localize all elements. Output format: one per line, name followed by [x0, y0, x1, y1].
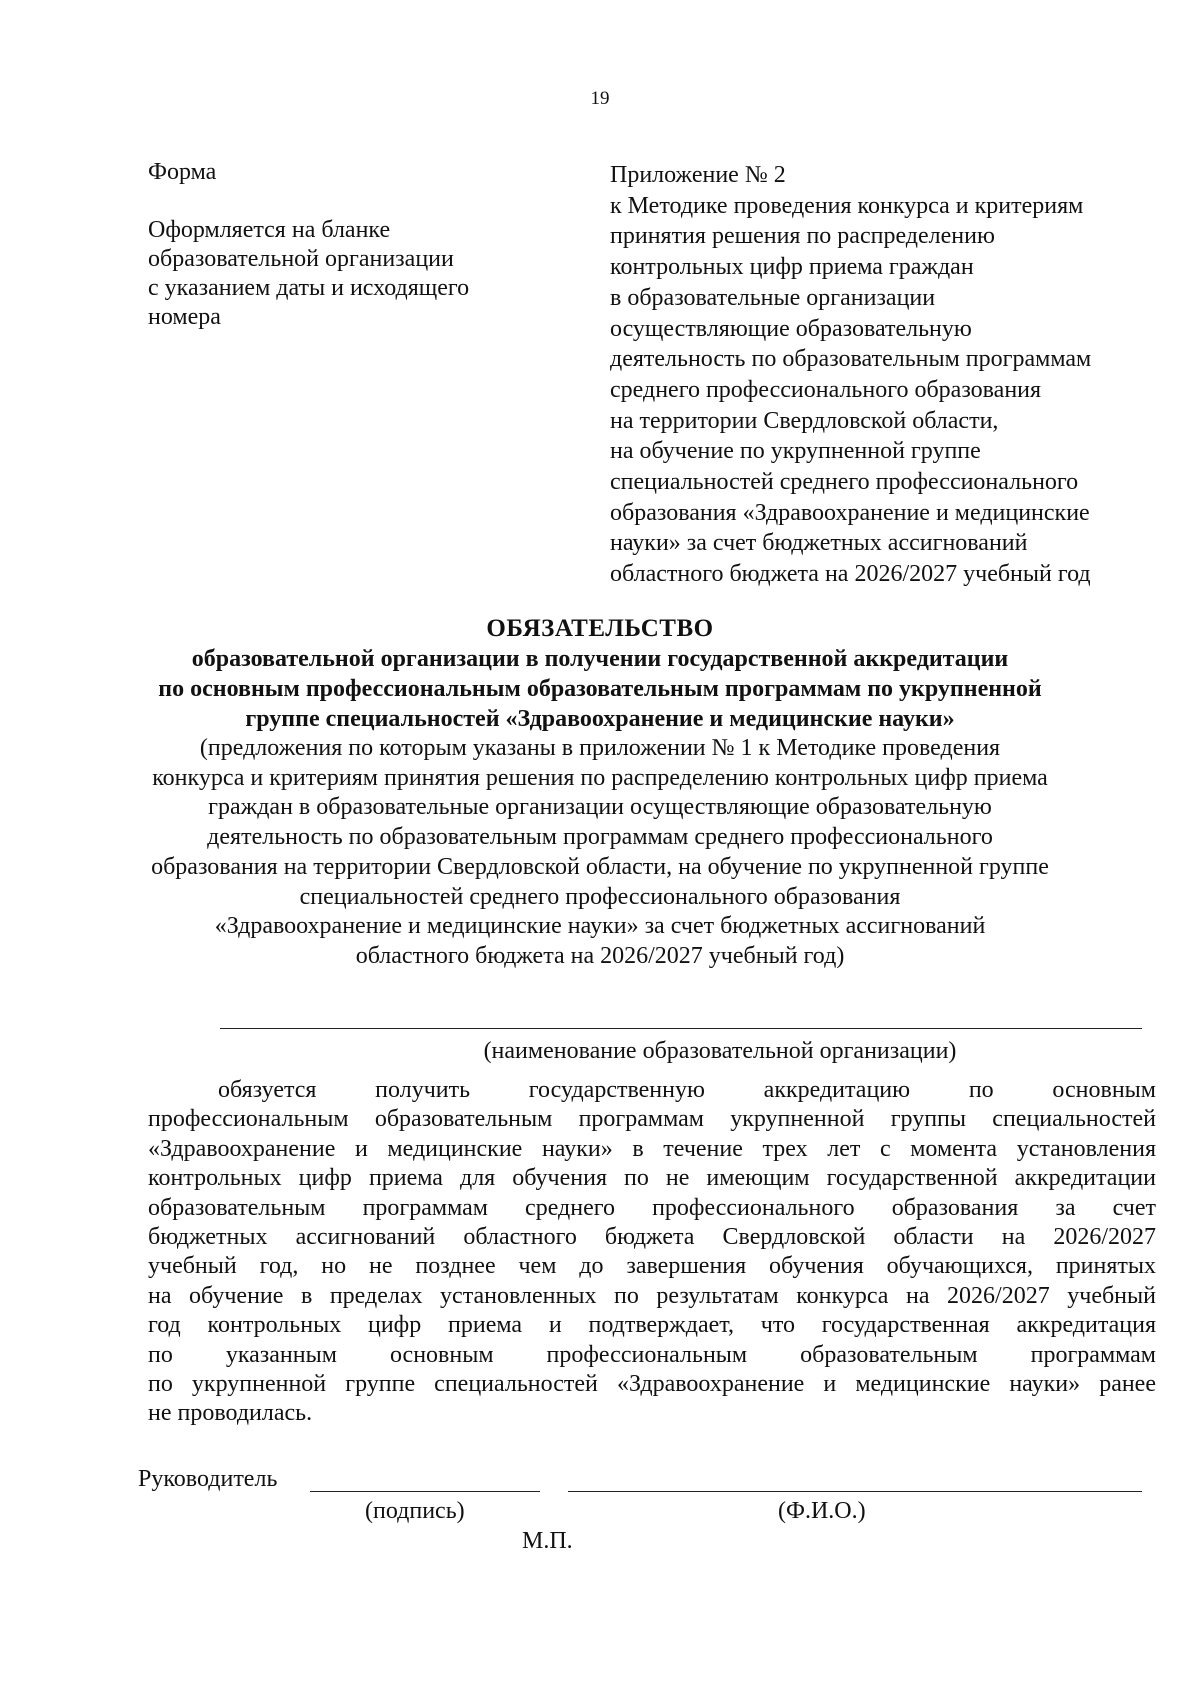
appendix-line: науки» за счет бюджетных ассигнований	[610, 530, 1028, 557]
organization-name-field-line	[220, 1028, 1142, 1029]
appendix-line: к Методике проведения конкурса и критериям	[610, 192, 1084, 219]
parenthetical-line: граждан в образовательные организации осуществляющие образовательную	[208, 794, 992, 821]
obligation-body	[148, 1076, 1156, 1429]
head-label: Руководитель	[138, 1466, 278, 1492]
body-line: на обучение в пределах установленных по результатам конкурса на 2026/2027 учебный	[148, 1282, 1156, 1309]
form-note-line: номера	[148, 304, 221, 330]
body-line: бюджетных ассигнований областного бюджета Свердловской области на 2026/2027	[148, 1224, 1156, 1251]
form-note-line: с указанием даты и исходящего	[148, 275, 470, 301]
body-line: образовательным программам среднего профессионального образования за счет	[148, 1194, 1156, 1221]
full-name-field-line	[568, 1491, 1142, 1492]
body-line: обязуется получить государственную аккредитацию по основным	[218, 1077, 1156, 1103]
body-line: профессиональным образовательным программам укрупненной группы специальностей	[148, 1106, 1156, 1133]
appendix-line: образования «Здравоохранение и медицинские	[610, 499, 1090, 526]
form-note-block	[148, 158, 548, 332]
full-name-caption: (Ф.И.О.)	[778, 1498, 866, 1524]
page-number: 19	[590, 88, 610, 109]
form-label: Форма	[148, 159, 217, 185]
stamp-placeholder: М.П.	[522, 1528, 573, 1554]
parenthetical-line: образования на территории Свердловской области, на обучение по укрупненной группе	[151, 853, 1049, 880]
document-subtitle-line: образовательной организации в получении государственной аккредитации	[191, 646, 1009, 672]
body-line: «Здравоохранение и медицинские науки» в течение трех лет с момента установления	[148, 1135, 1156, 1162]
document-subtitle-line: группе специальностей «Здравоохранение и медицинские науки»	[245, 706, 955, 732]
appendix-line: деятельность по образовательным программам	[610, 346, 1092, 373]
appendix-line: областного бюджета на 2026/2027 учебный год	[610, 561, 1091, 588]
parenthetical-line: специальностей среднего профессионального образования	[299, 883, 901, 910]
appendix-block	[610, 160, 1160, 590]
parenthetical-line: конкурса и критериям принятия решения по распределению контрольных цифр приема	[152, 764, 1048, 791]
appendix-line: среднего профессионального образования	[610, 376, 1042, 403]
parenthetical-line: областного бюджета на 2026/2027 учебный год)	[355, 942, 845, 969]
document-title: ОБЯЗАТЕЛЬСТВО	[486, 615, 714, 642]
body-line: не проводилась.	[148, 1400, 313, 1427]
form-note-line: Оформляется на бланке	[148, 217, 391, 243]
body-line: по укрупненной группе специальностей «Здравоохранение и медицинские науки» ранее	[148, 1371, 1156, 1398]
appendix-line: на обучение по укрупненной группе	[610, 438, 981, 465]
body-line: контрольных цифр приема для обучения по не имеющим государственной аккредитации	[148, 1165, 1156, 1192]
parenthetical-line: (предложения по которым указаны в приложении № 1 к Методике проведения	[199, 735, 1001, 761]
parenthetical-line: «Здравоохранение и медицинские науки» за счет бюджетных ассигнований	[214, 913, 986, 940]
appendix-line: контрольных цифр приема граждан	[610, 254, 974, 281]
body-line: год контрольных цифр приема и подтверждает, что государственная аккредитация	[148, 1312, 1156, 1339]
parenthetical-line: деятельность по образовательным программам среднего профессионального	[207, 824, 993, 851]
signature-field-line	[310, 1491, 540, 1492]
body-line: учебный год, но не позднее чем до завершения обучения обучающихся, принятых	[148, 1253, 1156, 1280]
appendix-line: принятия решения по распределению	[610, 223, 995, 250]
appendix-line: специальностей среднего профессионального	[610, 469, 1079, 496]
appendix-line: осуществляющие образовательную	[610, 315, 972, 342]
signature-caption: (подпись)	[365, 1498, 465, 1524]
document-subtitle-line: по основным профессиональным образовательным программам по укрупненной	[158, 676, 1042, 702]
appendix-line: на территории Свердловской области,	[610, 407, 999, 434]
appendix-title: Приложение № 2	[610, 162, 786, 188]
form-note-line: образовательной организации	[148, 246, 454, 272]
organization-name-caption: (наименование образовательной организации)	[483, 1038, 957, 1064]
title-block	[0, 614, 1200, 972]
appendix-line: в образовательные организации	[610, 284, 936, 311]
body-line: по указанным основным профессиональным образовательным программам	[148, 1341, 1156, 1368]
